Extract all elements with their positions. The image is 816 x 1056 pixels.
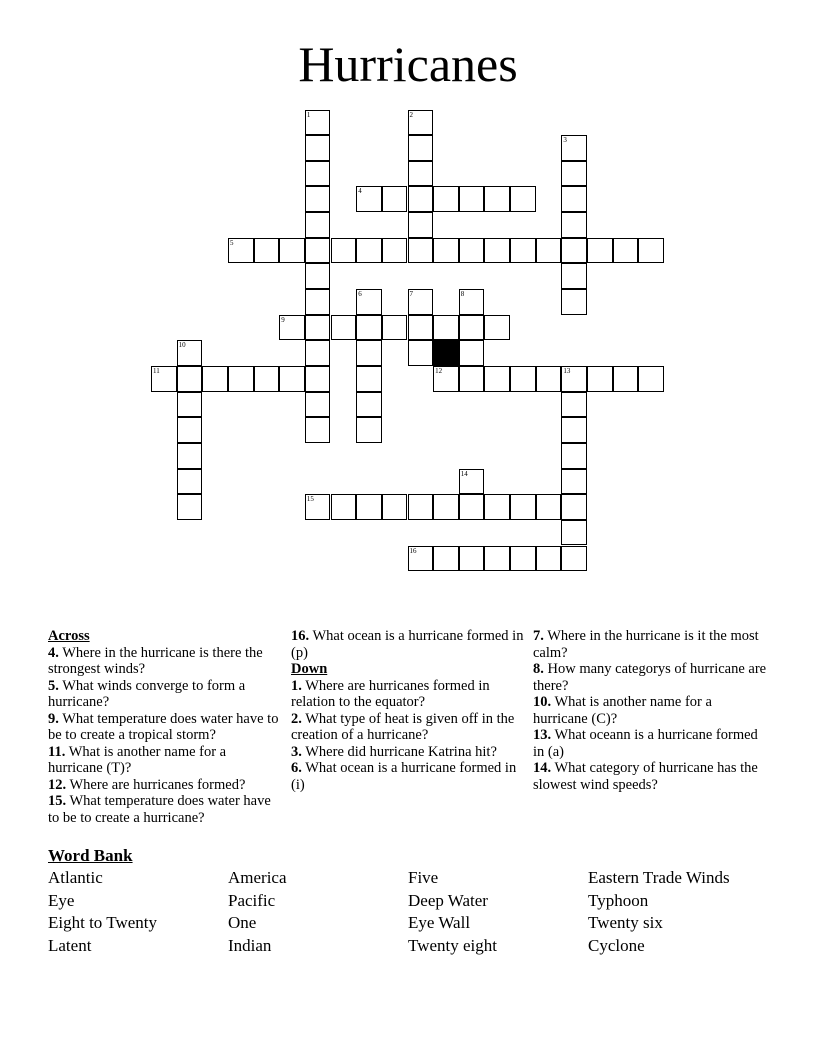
crossword-cell[interactable]	[510, 546, 536, 572]
crossword-cell[interactable]	[279, 238, 305, 264]
crossword-cell[interactable]	[305, 340, 331, 366]
crossword-cell[interactable]	[331, 238, 357, 264]
clue-number: 8	[460, 290, 465, 299]
word-bank-column	[228, 867, 287, 958]
crossword-cell[interactable]	[561, 161, 587, 187]
crossword-cell[interactable]	[356, 392, 382, 418]
crossword-cell[interactable]	[536, 546, 562, 572]
crossword-cell[interactable]	[459, 238, 485, 264]
clue-across-11: 11. What is another name for a hurricane (T)?	[48, 743, 227, 776]
crossword-cell[interactable]	[305, 212, 331, 238]
clue-across-4: 4. Where in the hurricane is there the strongest winds?	[48, 644, 263, 677]
crossword-cell[interactable]	[459, 186, 485, 212]
crossword-cell[interactable]	[356, 494, 382, 520]
clue-down-13: 13. What oceann is a hurricane formed in (a)	[533, 727, 758, 760]
crossword-cell[interactable]	[459, 546, 485, 572]
crossword-cell[interactable]	[382, 494, 408, 520]
crossword-cell[interactable]	[356, 366, 382, 392]
crossword-cell[interactable]	[587, 366, 613, 392]
crossword-cell[interactable]	[561, 417, 587, 443]
crossword-cell[interactable]	[613, 238, 639, 264]
crossword-cell[interactable]	[356, 186, 382, 212]
crossword-cell[interactable]	[459, 340, 485, 366]
clue-across-15: 15. What temperature does water have to be to create a hurricane?	[48, 793, 271, 826]
across-heading: Across	[48, 628, 90, 644]
word-bank-column	[408, 867, 497, 958]
clue-across-9: 9. What temperature does water have to be to create a tropical storm?	[48, 710, 279, 743]
crossword-cell[interactable]	[459, 494, 485, 520]
crossword-cell[interactable]	[177, 392, 203, 418]
crossword-cell[interactable]	[561, 546, 587, 572]
crossword-cell[interactable]	[561, 186, 587, 212]
word-bank-item: Deep Water	[408, 890, 488, 910]
crossword-cell[interactable]	[382, 186, 408, 212]
word-bank-item: One	[228, 913, 257, 933]
word-bank-item: Typhoon	[588, 890, 649, 910]
crossword-cell[interactable]	[510, 186, 536, 212]
crossword-cell[interactable]	[408, 494, 434, 520]
clues-column-2	[291, 628, 527, 793]
crossword-cell[interactable]	[305, 186, 331, 212]
crossword-cell[interactable]	[151, 366, 177, 392]
clue-number: 11	[153, 367, 160, 375]
clue-number: 16	[409, 546, 417, 555]
crossword-cell[interactable]	[433, 494, 459, 520]
crossword-cell[interactable]	[484, 366, 510, 392]
crossword-cell[interactable]	[561, 135, 587, 161]
crossword-cell[interactable]	[202, 366, 228, 392]
crossword-cell[interactable]	[408, 135, 434, 161]
crossword-cell[interactable]	[536, 238, 562, 264]
clue-number: 6	[358, 290, 362, 299]
crossword-cell[interactable]	[459, 315, 485, 341]
crossword-cell[interactable]	[433, 238, 459, 264]
crossword-cell[interactable]	[305, 110, 331, 136]
word-bank-item: Eye Wall	[408, 913, 471, 933]
crossword-cell[interactable]	[408, 238, 434, 264]
crossword-cell[interactable]	[305, 238, 331, 264]
crossword-cell[interactable]	[433, 315, 459, 341]
word-bank-item: Five	[408, 868, 439, 887]
clue-number: 7	[409, 290, 413, 299]
crossword-cell[interactable]	[279, 366, 305, 392]
crossword-cell[interactable]	[305, 315, 331, 341]
crossword-cell[interactable]	[408, 110, 434, 136]
crossword-cell[interactable]	[408, 340, 434, 366]
crossword-cell[interactable]	[510, 238, 536, 264]
clue-across-12: 12. Where are hurricanes formed?	[48, 776, 246, 793]
crossword-cell[interactable]	[408, 212, 434, 238]
down-heading: Down	[291, 661, 328, 677]
crossword-cell[interactable]	[587, 238, 613, 264]
word-bank-item: America	[228, 868, 287, 887]
crossword-cell[interactable]	[561, 392, 587, 418]
crossword-cell[interactable]	[177, 366, 203, 392]
word-bank-item: Eight to Twenty	[48, 913, 157, 933]
crossword-cell[interactable]	[408, 546, 434, 572]
crossword-cell[interactable]	[305, 417, 331, 443]
crossword-cell[interactable]	[408, 315, 434, 341]
clues-column-1	[48, 628, 284, 826]
crossword-cell[interactable]	[305, 392, 331, 418]
crossword-cell[interactable]	[561, 443, 587, 469]
crossword-cell[interactable]	[484, 315, 510, 341]
clue-down-7: 7. Where in the hurricane is it the most calm?	[533, 628, 759, 661]
crossword-cell[interactable]	[177, 443, 203, 469]
crossword-cell[interactable]	[638, 238, 664, 264]
crossword-cell[interactable]	[433, 366, 459, 392]
clue-across-5: 5. What winds converge to form a hurricane?	[48, 677, 246, 710]
clue-number: 1	[306, 110, 311, 119]
word-bank-item: Cyclone	[588, 936, 645, 956]
crossword-cell[interactable]	[561, 263, 587, 289]
crossword-cell[interactable]	[408, 161, 434, 187]
crossword-cell[interactable]	[305, 494, 331, 520]
crossword-cell[interactable]	[561, 212, 587, 238]
word-bank-item: Indian	[228, 936, 272, 956]
clue-number: 13	[563, 367, 571, 375]
crossword-cell[interactable]	[561, 520, 587, 546]
word-bank-item: Pacific	[228, 890, 276, 910]
crossword-cell[interactable]	[459, 366, 485, 392]
crossword-cell[interactable]	[484, 494, 510, 520]
crossword-cell[interactable]	[561, 366, 587, 392]
crossword-cell[interactable]	[177, 340, 203, 366]
crossword-cell[interactable]	[484, 238, 510, 264]
crossword-cell[interactable]	[305, 135, 331, 161]
crossword-cell[interactable]	[433, 546, 459, 572]
crossword-cell[interactable]	[305, 366, 331, 392]
clues-column-3	[533, 628, 769, 793]
word-bank-column	[588, 867, 730, 958]
crossword-cell[interactable]	[254, 366, 280, 392]
clue-number: 12	[435, 367, 443, 375]
clue-number: 2	[409, 110, 413, 119]
clue-down-1: 1. Where are hurricanes formed in relation to the equator?	[291, 677, 490, 710]
crossword-cell[interactable]	[536, 366, 562, 392]
crossword-cell[interactable]	[382, 238, 408, 264]
crossword-cell[interactable]	[356, 238, 382, 264]
crossword-cell[interactable]	[305, 263, 331, 289]
crossword-cell[interactable]	[177, 417, 203, 443]
word-bank-item: Twenty eight	[408, 936, 497, 956]
word-bank-item: Latent	[48, 936, 92, 956]
crossword-cell[interactable]	[536, 494, 562, 520]
crossword-cell[interactable]	[484, 186, 510, 212]
word-bank-column	[48, 867, 157, 958]
clue-down-2: 2. What type of heat is given off in the creation of a hurricane?	[291, 710, 515, 743]
crossword-cell[interactable]	[408, 289, 434, 315]
clue-number: 3	[563, 136, 567, 145]
crossword-cell[interactable]	[356, 340, 382, 366]
crossword-cell[interactable]	[613, 366, 639, 392]
word-bank-item: Eye	[48, 890, 75, 910]
crossword-black-cell	[433, 340, 459, 366]
word-bank-item: Eastern Trade Winds	[588, 868, 730, 887]
clue-down-8: 8. How many categorys of hurricane are there?	[533, 661, 767, 694]
crossword-cell[interactable]	[305, 161, 331, 187]
crossword-cell[interactable]	[484, 546, 510, 572]
clue-down-10: 10. What is another name for a hurricane (C)?	[533, 694, 712, 727]
word-bank-heading: Word Bank	[48, 846, 133, 865]
crossword-cell[interactable]	[356, 417, 382, 443]
word-bank-item: Atlantic	[48, 868, 103, 887]
crossword-cell[interactable]	[561, 469, 587, 495]
crossword-cell[interactable]	[177, 494, 203, 520]
crossword-cell[interactable]	[459, 289, 485, 315]
clue-number: 15	[306, 495, 314, 504]
crossword-cell[interactable]	[331, 494, 357, 520]
crossword-cell[interactable]	[279, 315, 305, 341]
clue-number: 10	[178, 341, 186, 350]
crossword-cell[interactable]	[228, 366, 254, 392]
clue-number: 14	[460, 469, 468, 478]
crossword-cell[interactable]	[254, 238, 280, 264]
crossword-cell[interactable]	[561, 238, 587, 264]
crossword-cell[interactable]	[510, 366, 536, 392]
page-title: Hurricanes	[298, 36, 518, 92]
word-bank-item: Twenty six	[588, 913, 663, 933]
crossword-cell[interactable]	[638, 366, 664, 392]
crossword-cell[interactable]	[356, 289, 382, 315]
crossword-cell[interactable]	[382, 315, 408, 341]
clue-number: 5	[229, 238, 234, 247]
crossword-cell[interactable]	[356, 315, 382, 341]
clue-across-16: 16. What ocean is a hurricane formed in (p)	[291, 628, 524, 661]
clue-down-14: 14. What category of hurricane has the slowest wind speeds?	[533, 760, 758, 793]
crossword-cell[interactable]	[561, 289, 587, 315]
crossword-cell[interactable]	[459, 469, 485, 495]
crossword-cell[interactable]	[408, 186, 434, 212]
crossword-cell[interactable]	[510, 494, 536, 520]
crossword-cell[interactable]	[305, 289, 331, 315]
clue-down-3: 3. Where did hurricane Katrina hit?	[291, 743, 497, 760]
crossword-cell[interactable]	[228, 238, 254, 264]
crossword-cell[interactable]	[331, 315, 357, 341]
clue-number: 9	[281, 315, 285, 324]
clue-number: 4	[358, 187, 362, 196]
clue-down-6: 6. What ocean is a hurricane formed in (i)	[291, 760, 517, 793]
crossword-cell[interactable]	[433, 186, 459, 212]
crossword-cell[interactable]	[177, 469, 203, 495]
crossword-cell[interactable]	[561, 494, 587, 520]
